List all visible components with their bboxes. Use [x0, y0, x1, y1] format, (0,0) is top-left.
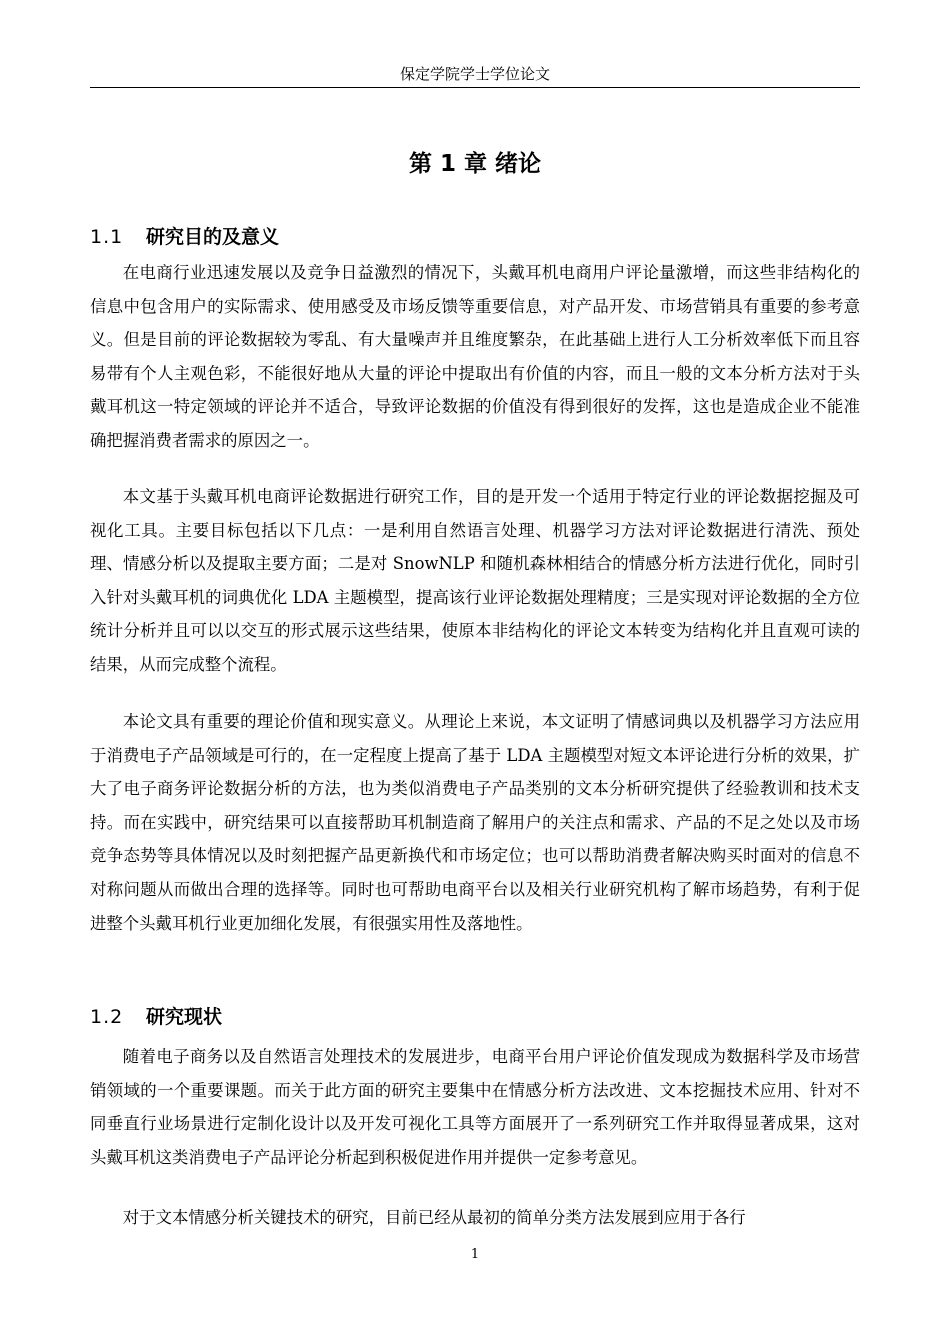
chapter-title: 第 1 章 绪论 [408, 151, 542, 177]
running-header: 保定学院学士学位论文 [399, 65, 550, 83]
paragraph: 本文基于头戴耳机电商评论数据进行研究工作，目的是开发一个适用于特定行业的评论数据挖掘及可视化工具。主要目标包括以下几点：一是利用自然语言处理、机器学习方法对评论数据进行清洗、预处理、情感分析以及提取主要方面；二是对 SnowNLP 和随机森林相结合的情感分析方法进行优化，同时引入针对头戴耳机的词典优化 LDA 主题模型，提高该行业评论数据处理精度；三是实现对评论数据的全方位统计分析并且可以以交互的形式展示这些结果，使原本非结构化的评论文本转变为结构化并且直观可读的结果，从而完成整个流程。 [90, 487, 860, 674]
header-rule [90, 87, 860, 88]
section-heading-1-1 [90, 222, 860, 249]
section-title-text: 研究目的及意义 [146, 226, 280, 248]
section-number: 1.2 [90, 1006, 124, 1028]
paragraph: 对于文本情感分析关键技术的研究，目前已经从最初的简单分类方法发展到应用于各行 [122, 1208, 746, 1227]
section-number: 1.1 [90, 226, 124, 248]
page-number: 1 [470, 1247, 480, 1262]
section-title-text: 研究现状 [146, 1006, 223, 1028]
paragraph: 在电商行业迅速发展以及竞争日益激烈的情况下，头戴耳机电商用户评论量激增，而这些非结构化的信息中包含用户的实际需求、使用感受及市场反馈等重要信息，对产品开发、市场营销具有重要的参考意义。但是目前的评论数据较为零乱、有大量噪声并且维度繁杂，在此基础上进行人工分析效率低下而且容易带有个人主观色彩，不能很好地从大量的评论中提取出有价值的内容，而且一般的文本分析方法对于头戴耳机这一特定领域的评论并不适合，导致评论数据的价值没有得到很好的发挥，这也是造成企业不能准确把握消费者需求的原因之一。 [90, 263, 860, 450]
section-heading-1-2 [90, 1002, 860, 1029]
paragraph: 本论文具有重要的理论价值和现实意义。从理论上来说，本文证明了情感词典以及机器学习方法应用于消费电子产品领域是可行的，在一定程度上提高了基于 LDA 主题模型对短文本评论进行分析的效果，扩大了电子商务评论数据分析的方法，也为类似消费电子产品类别的文本分析研究提供了经验教训和技术支持。而在实践中，研究结果可以直接帮助耳机制造商了解用户的关注点和需求、产品的不足之处以及市场竞争态势等具体情况以及时刻把握产品更新换代和市场定位；也可以帮助消费者解决购买时面对的信息不对称问题从而做出合理的选择等。同时也可帮助电商平台以及相关行业研究机构了解市场趋势，有利于促进整个头戴耳机行业更加细化发展，有很强实用性及落地性。 [90, 712, 860, 933]
paragraph: 随着电子商务以及自然语言处理技术的发展进步，电商平台用户评论价值发现成为数据科学及市场营销领域的一个重要课题。而关于此方面的研究主要集中在情感分析方法改进、文本挖掘技术应用、针对不同垂直行业场景进行定制化设计以及开发可视化工具等方面展开了一系列研究工作并取得显著成果，这对头戴耳机这类消费电子产品评论分析起到积极促进作用并提供一定参考意见。 [90, 1047, 860, 1167]
